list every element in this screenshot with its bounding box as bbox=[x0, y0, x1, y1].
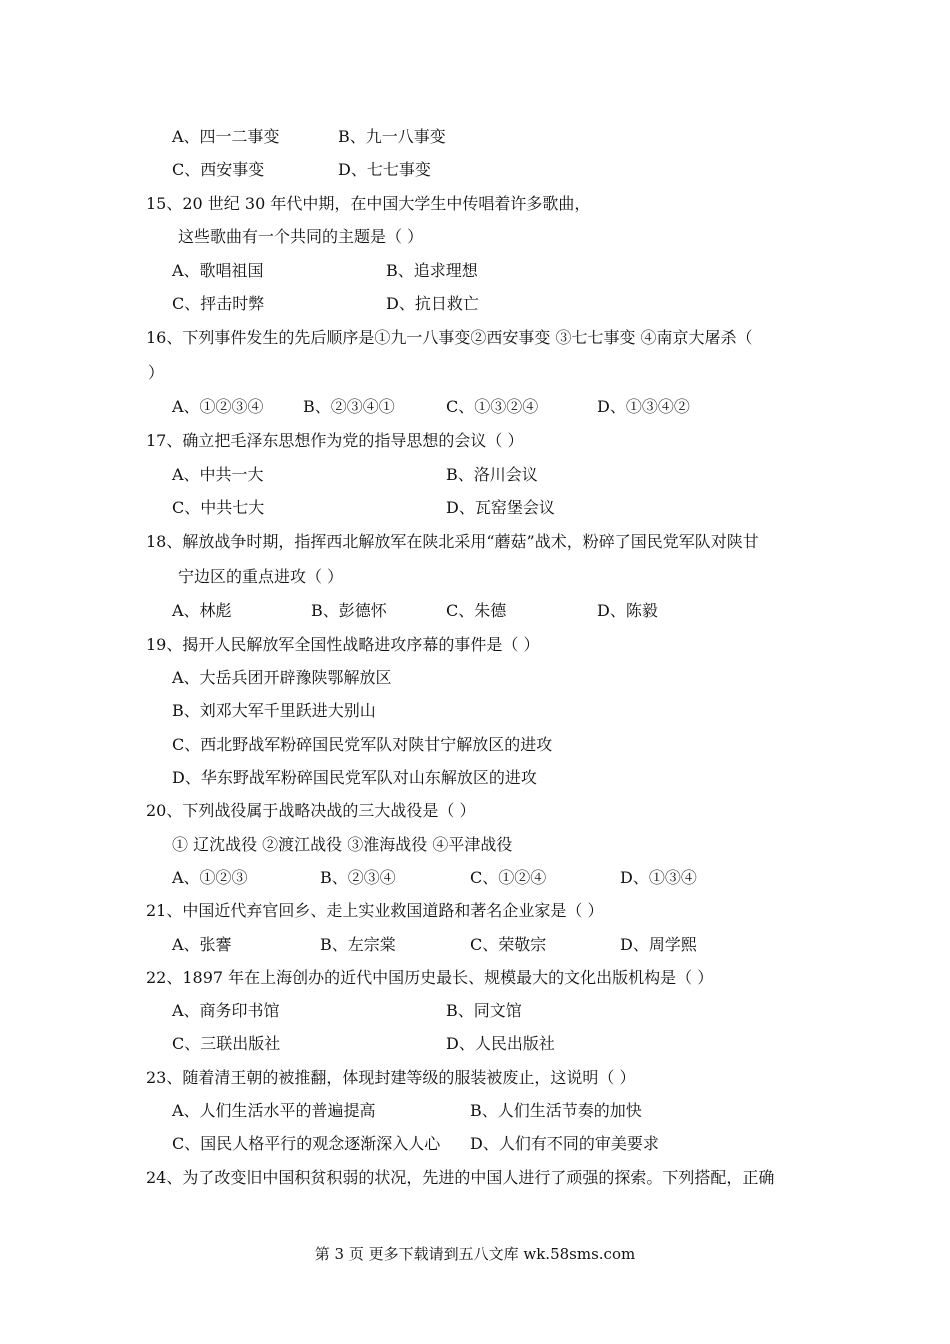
q15-option-c: C、抨击时弊 bbox=[172, 294, 265, 313]
q15-stem-line2: 这些歌曲有一个共同的主题是（ ） bbox=[178, 227, 424, 246]
q16-stem-line1: 16、下列事件发生的先后顺序是①九一八事变②西安事变 ③七七事变 ④南京大屠杀（ bbox=[146, 328, 753, 347]
q22-stem: 22、1897 年在上海创办的近代中国历史最长、规模最大的文化出版机构是（ ） bbox=[146, 968, 714, 987]
q17-option-b: B、洛川会议 bbox=[446, 465, 538, 484]
q16-option-a: A、①②③④ bbox=[172, 397, 264, 416]
q18-option-d: D、陈毅 bbox=[597, 601, 658, 620]
q15-option-b: B、追求理想 bbox=[386, 261, 478, 280]
q14-option-a: A、四一二事变 bbox=[172, 127, 280, 146]
q19-option-a: A、大岳兵团开辟豫陕鄂解放区 bbox=[172, 668, 392, 687]
q16-stem-line2: ） bbox=[148, 363, 165, 382]
q22-option-d: D、人民出版社 bbox=[446, 1034, 555, 1053]
q18-stem-line1: 18、解放战争时期，指挥西北解放军在陕北采用“蘑菇”战术，粉碎了国民党军队对陕甘 bbox=[146, 532, 759, 551]
q21-option-d: D、周学熙 bbox=[620, 935, 697, 954]
q14-option-d: D、七七事变 bbox=[338, 160, 431, 179]
page-footer: 第 3 页 更多下载请到五八文库 wk.58sms.com bbox=[314, 1245, 636, 1263]
q21-option-a: A、张謇 bbox=[172, 935, 232, 954]
q20-option-a: A、①②③ bbox=[172, 868, 248, 887]
q20-option-b: B、②③④ bbox=[320, 868, 396, 887]
q16-option-b: B、②③④① bbox=[303, 397, 395, 416]
q14-option-c: C、西安事变 bbox=[172, 160, 265, 179]
q18-stem-line2: 宁边区的重点进攻（ ） bbox=[178, 567, 344, 586]
q17-stem: 17、确立把毛泽东思想作为党的指导思想的会议（ ） bbox=[146, 431, 524, 450]
q20-stem: 20、下列战役属于战略决战的三大战役是（ ） bbox=[146, 801, 476, 820]
q19-option-b: B、刘邓大军千里跃进大别山 bbox=[172, 701, 376, 720]
q17-option-c: C、中共七大 bbox=[172, 498, 265, 517]
q18-option-b: B、彭德怀 bbox=[311, 601, 387, 620]
q23-option-a: A、人们生活水平的普遍提高 bbox=[172, 1101, 376, 1120]
q17-option-d: D、瓦窑堡会议 bbox=[446, 498, 555, 517]
q21-stem: 21、中国近代弃官回乡、走上实业救国道路和著名企业家是（ ） bbox=[146, 901, 604, 920]
q19-option-c: C、西北野战军粉碎国民党军队对陕甘宁解放区的进攻 bbox=[172, 735, 553, 754]
q16-option-c: C、①③②④ bbox=[446, 397, 539, 416]
q21-option-c: C、荣敬宗 bbox=[470, 935, 547, 954]
q20-option-d: D、①③④ bbox=[620, 868, 697, 887]
q23-option-d: D、人们有不同的审美要求 bbox=[470, 1134, 659, 1153]
q18-option-c: C、朱德 bbox=[446, 601, 507, 620]
q15-option-a: A、歌唱祖国 bbox=[172, 261, 264, 280]
q16-option-d: D、①③④② bbox=[597, 397, 690, 416]
q20-items: ① 辽沈战役 ②渡江战役 ③淮海战役 ④平津战役 bbox=[172, 835, 513, 854]
q23-option-c: C、国民人格平行的观念逐渐深入人心 bbox=[172, 1134, 441, 1153]
q22-option-a: A、商务印书馆 bbox=[172, 1001, 280, 1020]
q15-stem-line1: 15、20 世纪 30 年代中期，在中国大学生中传唱着许多歌曲， bbox=[146, 194, 591, 213]
q21-option-b: B、左宗棠 bbox=[320, 935, 396, 954]
q22-option-b: B、同文馆 bbox=[446, 1001, 522, 1020]
q19-stem: 19、揭开人民解放军全国性战略进攻序幕的事件是（ ） bbox=[146, 635, 540, 654]
q20-option-c: C、①②④ bbox=[470, 868, 547, 887]
q24-stem: 24、为了改变旧中国积贫积弱的状况，先进的中国人进行了顽强的探索。下列搭配，正确 bbox=[146, 1168, 775, 1187]
q18-option-a: A、林彪 bbox=[172, 601, 232, 620]
q14-option-b: B、九一八事变 bbox=[338, 127, 446, 146]
q23-stem: 23、随着清王朝的被推翻，体现封建等级的服装被废止，这说明（ ） bbox=[146, 1068, 636, 1087]
q15-option-d: D、抗日救亡 bbox=[386, 294, 479, 313]
q23-option-b: B、人们生活节奏的加快 bbox=[470, 1101, 642, 1120]
q17-option-a: A、中共一大 bbox=[172, 465, 264, 484]
q22-option-c: C、三联出版社 bbox=[172, 1034, 281, 1053]
q19-option-d: D、华东野战军粉碎国民党军队对山东解放区的进攻 bbox=[172, 768, 537, 787]
